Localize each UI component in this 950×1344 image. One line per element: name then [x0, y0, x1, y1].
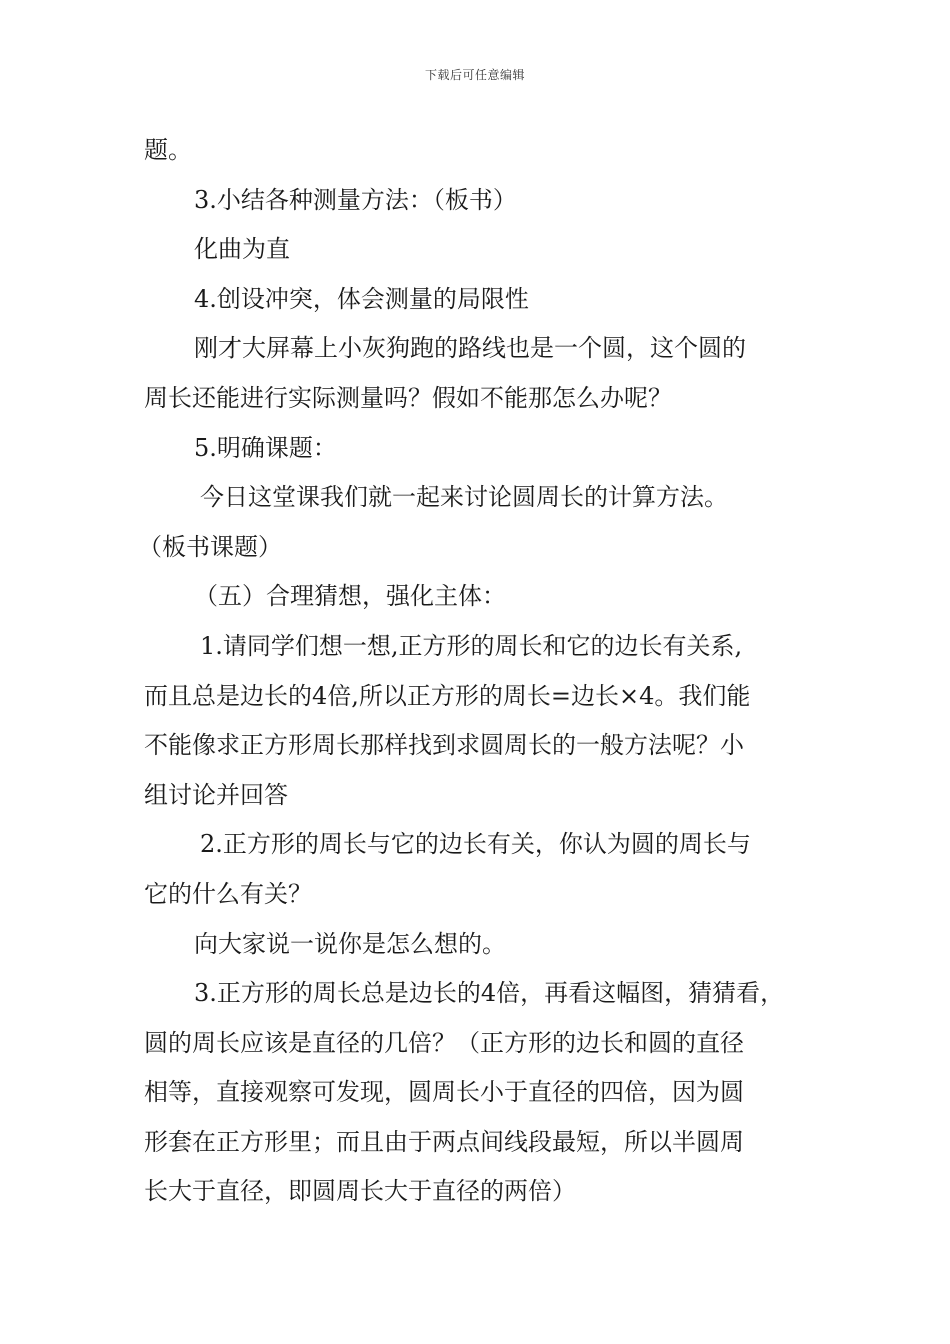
paragraph-line: 向大家说一说你是怎么想的。 — [194, 929, 506, 958]
paragraph-line: （五）合理猜想，强化主体： — [194, 582, 506, 611]
document-body — [138, 126, 834, 1217]
paragraph-line: 它的什么有关？ — [144, 879, 312, 908]
paragraph-line: 长大于直径，即圆周长大于直径的两倍） — [144, 1177, 576, 1206]
paragraph-line: 不能像求正方形周长那样找到求圆周长的一般方法呢？小 — [144, 731, 744, 760]
paragraph-line: 3.正方形的周长总是边长的4倍，再看这幅图，猜猜看， — [194, 979, 785, 1008]
page-header: 下载后可任意编辑 — [424, 68, 525, 82]
paragraph-line: 题。 — [144, 136, 192, 164]
paragraph-line: 而且总是边长的4倍,所以正方形的周长=边长×4。我们能 — [144, 681, 751, 710]
paragraph-line: 化曲为直 — [194, 235, 290, 264]
paragraph-line: （板书课题） — [138, 532, 282, 561]
paragraph-line: 3.小结各种测量方法：（板书） — [194, 185, 517, 214]
paragraph-line: 5.明确课题： — [194, 433, 337, 462]
paragraph-line: 相等，直接观察可发现，圆周长小于直径的四倍，因为圆 — [144, 1078, 744, 1107]
paragraph-line: 4.创设冲突，体会测量的局限性 — [194, 284, 529, 313]
paragraph-line: 2.正方形的周长与它的边长有关，你认为圆的周长与 — [200, 830, 751, 859]
paragraph-line: 周长还能进行实际测量吗？假如不能那怎么办呢？ — [144, 383, 672, 412]
paragraph-line: 形套在正方形里；而且由于两点间线段最短，所以半圆周 — [144, 1127, 744, 1156]
paragraph-line: 圆的周长应该是直径的几倍？（正方形的边长和圆的直径 — [144, 1028, 744, 1057]
paragraph-line: 今日这堂课我们就一起来讨论圆周长的计算方法。 — [200, 483, 728, 512]
paragraph-line: 刚才大屏幕上小灰狗跑的路线也是一个圆，这个圆的 — [194, 334, 746, 363]
paragraph-line: 组讨论并回答 — [144, 780, 288, 809]
paragraph-line: 1.请同学们想一想,正方形的周长和它的边长有关系, — [200, 631, 743, 660]
